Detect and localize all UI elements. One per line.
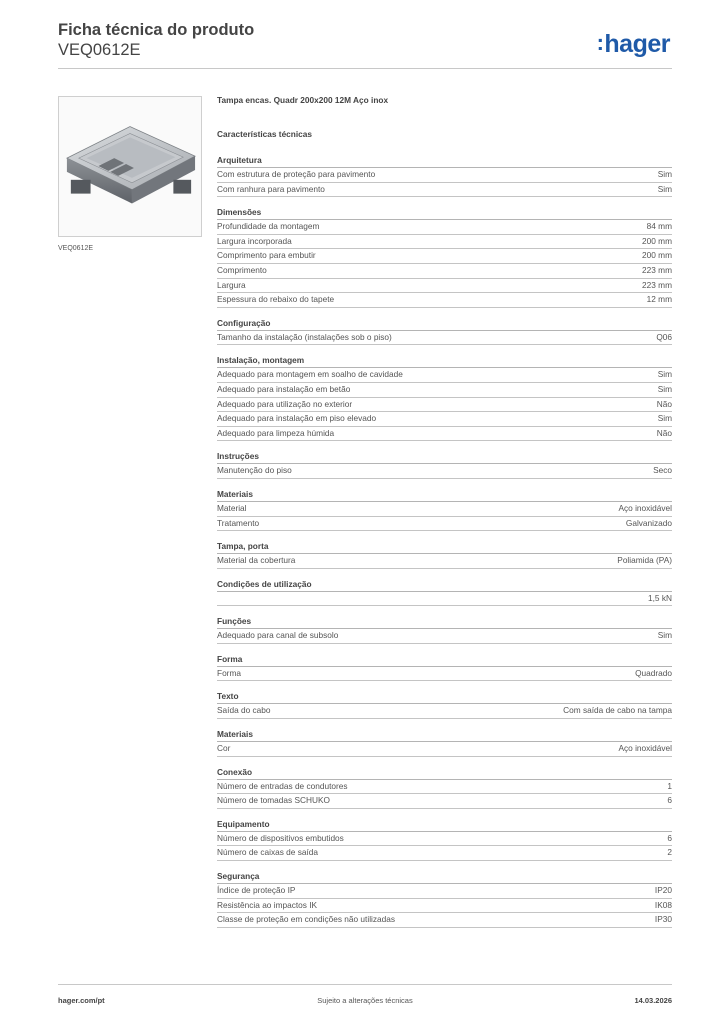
spec-section [217,578,672,607]
section-title: Arquitetura [217,154,672,168]
section-title: Forma [217,653,672,667]
spec-section [217,766,672,809]
spec-label: Largura [217,279,246,290]
spec-value: IP20 [654,885,672,896]
spec-label: Adequado para limpeza húmida [217,427,335,438]
spec-value: Sim [657,383,672,394]
spec-row [217,517,672,532]
spec-section [217,206,672,308]
spec-section [217,728,672,757]
spec-row [217,293,672,308]
spec-section [217,818,672,861]
tech-characteristics-title: Características técnicas [217,129,313,139]
spec-label: Material [217,502,247,513]
spec-section [217,450,672,479]
spec-row [217,427,672,442]
spec-label: Tamanho da instalação (instalações sob o piso) [217,331,392,342]
spec-label: Forma [217,667,241,678]
spec-section [217,354,672,441]
hager-logo [597,30,670,59]
spec-value: 1,5 kN [648,592,672,603]
spec-value: 200 mm [642,235,672,246]
spec-section [217,317,672,346]
section-title: Dimensões [217,206,672,220]
document-header [58,20,672,72]
spec-section [217,653,672,682]
spec-label: Adequado para montagem em soalho de cavidade [217,369,403,380]
footer-website[interactable]: hager.com/pt [58,996,105,1005]
spec-value: IP30 [654,914,672,925]
spec-section [217,154,672,197]
image-caption: VEQ0612E [58,245,94,252]
spec-label: Com estrutura de proteção para pavimento [217,169,376,179]
spec-row [217,742,672,757]
spec-row [217,629,672,644]
spec-section [217,615,672,644]
spec-row [217,554,672,569]
section-title: Configuração [217,317,672,331]
spec-row [217,235,672,250]
spec-value: Sim [657,413,672,424]
logo-text: hager [604,30,670,58]
spec-label: Resistência ao impactos IK [217,899,318,910]
spec-label: Largura incorporada [217,235,292,246]
spec-value: Galvanizado [625,517,672,528]
spec-value: Seco [653,465,672,476]
spec-content [217,95,672,937]
spec-label: Número de entradas de condutores [217,780,348,791]
spec-value: 2 [667,847,672,858]
section-title: Condições de utilização [217,578,672,592]
spec-value: 12 mm [646,294,672,305]
spec-row [217,412,672,427]
spec-row [217,913,672,928]
spec-label: Adequado para instalação em betão [217,383,351,394]
spec-row [217,464,672,479]
spec-label: Comprimento [217,264,267,275]
spec-value: Sim [657,169,672,179]
spec-label: Manutenção do piso [217,465,292,476]
spec-row [217,794,672,809]
section-title: Tampa, porta [217,540,672,554]
spec-section [217,690,672,719]
spec-label: Profundidade da montagem [217,221,320,232]
section-title: Texto [217,690,672,704]
spec-row [217,331,672,346]
spec-value: 6 [667,795,672,806]
spec-row [217,249,672,264]
spec-row [217,592,672,607]
spec-row [217,704,672,719]
section-title: Instalação, montagem [217,354,672,368]
spec-label: Classe de proteção em condições não utilizadas [217,914,396,925]
spec-label: Adequado para instalação em piso elevado [217,413,377,424]
product-image [58,96,202,237]
footer-note: Sujeito a alterações técnicas [317,996,413,1005]
spec-label: Cor [217,743,231,754]
spec-value: Sim [657,369,672,380]
product-code: VEQ0612E [58,41,141,59]
section-title: Instruções [217,450,672,464]
spec-value: Sim [657,630,672,641]
spec-row [217,884,672,899]
spec-value: Poliamida (PA) [617,555,672,566]
spec-label: Número de dispositivos embutidos [217,832,344,843]
section-title: Materiais [217,728,672,742]
spec-sections [217,154,672,928]
spec-label: Número de tomadas SCHUKO [217,795,330,806]
spec-label: Adequado para utilização no exterior [217,398,353,409]
spec-value: 84 mm [646,221,672,232]
section-title: Materiais [217,488,672,502]
spec-value: Aço inoxidável [618,743,672,754]
spec-value: 223 mm [642,264,672,275]
spec-label: Com ranhura para pavimento [217,183,325,194]
spec-value: 223 mm [642,279,672,290]
spec-value: Com saída de cabo na tampa [563,705,672,716]
spec-label: Saída do cabo [217,705,271,716]
spec-value: Quadrado [635,667,672,678]
spec-row [217,264,672,279]
spec-row [217,383,672,398]
spec-value: 1 [667,780,672,791]
section-title: Equipamento [217,818,672,832]
spec-section [217,540,672,569]
spec-row [217,168,672,183]
spec-row [217,846,672,861]
spec-value: Q06 [656,331,672,342]
spec-value: Aço inoxidável [618,502,672,513]
spec-row [217,279,672,294]
product-description: Tampa encas. Quadr 200x200 12M Aço inox [217,95,389,105]
footer-divider [58,984,672,985]
spec-label: Material da cobertura [217,555,296,566]
spec-value: 6 [667,832,672,843]
spec-row [217,832,672,847]
spec-section [217,870,672,928]
spec-value: Não [656,427,672,438]
spec-value: IK08 [654,899,672,910]
spec-label: Adequado para canal de subsolo [217,630,339,641]
section-title: Funções [217,615,672,629]
spec-row [217,368,672,383]
spec-row [217,398,672,413]
spec-row [217,899,672,914]
spec-label: Índice de proteção IP [217,885,296,896]
spec-label: Comprimento para embutir [217,250,316,261]
header-divider [58,68,672,69]
spec-row [217,780,672,795]
footer-date: 14.03.2026 [634,996,672,1005]
document-title: Ficha técnica do produto [58,21,255,39]
section-title: Conexão [217,766,672,780]
spec-value: Não [656,398,672,409]
spec-row [217,502,672,517]
spec-value: 200 mm [642,250,672,261]
spec-label: Número de caixas de saída [217,847,319,858]
spec-label: Tratamento [217,517,260,528]
floor-box-cover-illustration [59,97,201,236]
spec-label: Espessura do rebaixo do tapete [217,294,335,305]
spec-row [217,183,672,198]
spec-row [217,220,672,235]
logo-dots-icon: : [596,30,604,55]
spec-value: Sim [657,183,672,194]
spec-row [217,667,672,682]
section-title: Segurança [217,870,672,884]
spec-section [217,488,672,531]
